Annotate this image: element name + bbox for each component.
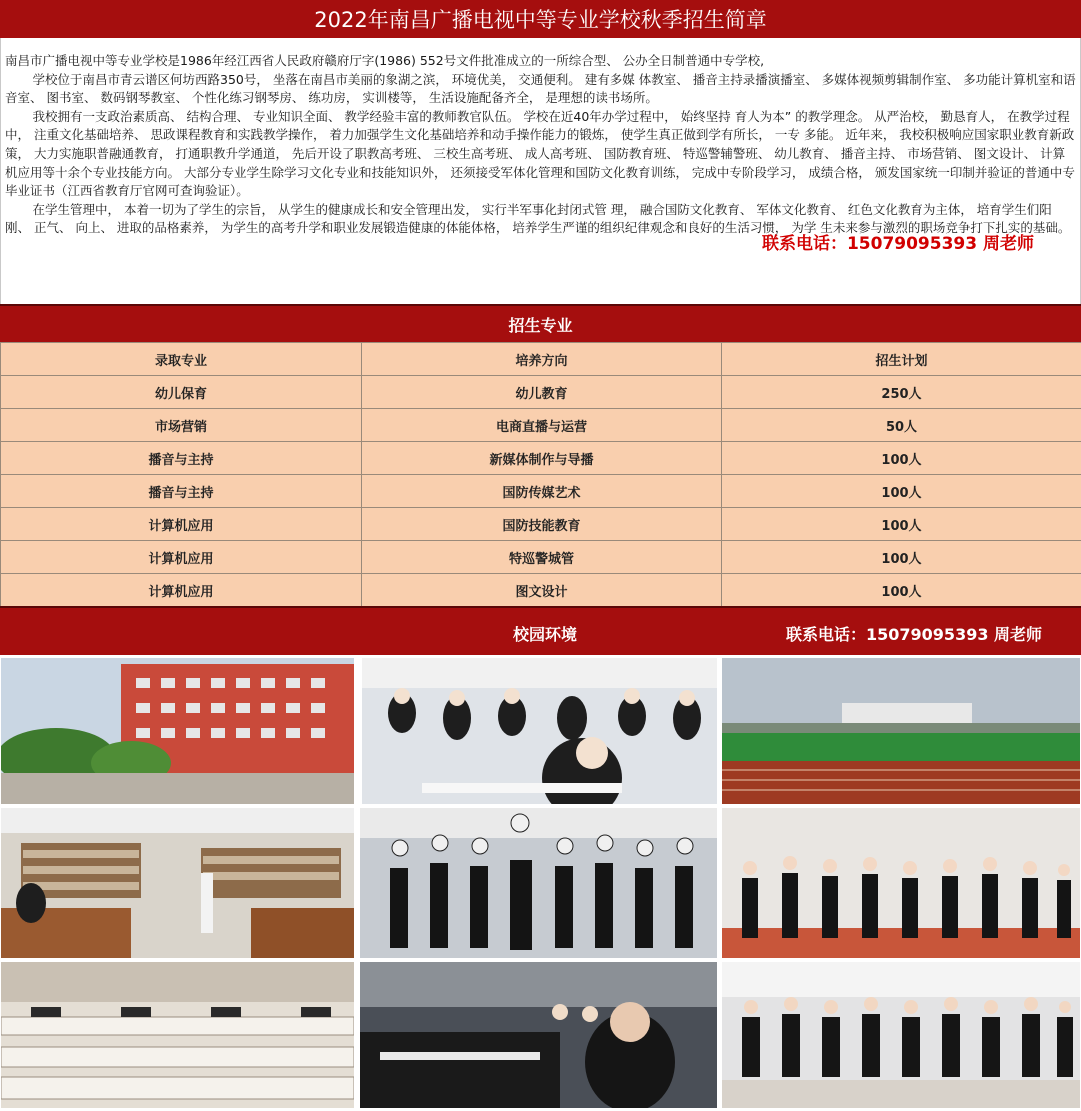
intro-paragraph-1: 南昌市广播电视中等专业学校是1986年经江西省人民政府赣府厅字(1986) 552号文件批准成立的一所综合型、 公办全日制普通中专学校, <box>5 53 765 68</box>
intro-paragraph-4 <box>5 201 1076 254</box>
table-row <box>1 574 1081 607</box>
table-cell: 播音与主持 <box>1 475 362 508</box>
ballet-group-photo <box>722 962 1080 1108</box>
table-cell: 新媒体制作与导播 <box>362 442 722 475</box>
contact-phone: 联系电话：15079095393 周老师 <box>761 233 1034 254</box>
campus-contact-phone: 联系电话：15079095393 周老师 <box>786 625 1043 644</box>
table-cell: 计算机应用 <box>1 541 362 574</box>
table-cell: 计算机应用 <box>1 574 362 607</box>
table-cell: 播音与主持 <box>1 442 362 475</box>
dance-studio-photo <box>722 808 1080 958</box>
table-row <box>1 376 1081 409</box>
table-row <box>1 442 1081 475</box>
table-cell: 100人 <box>722 442 1081 475</box>
table-header-row <box>1 343 1081 376</box>
table-row <box>1 409 1081 442</box>
table-row <box>1 541 1081 574</box>
table-cell: 电商直播与运营 <box>362 409 722 442</box>
table-cell: 100人 <box>722 574 1081 607</box>
table-cell: 100人 <box>722 541 1081 574</box>
table-cell: 100人 <box>722 508 1081 541</box>
table-cell: 50人 <box>722 409 1081 442</box>
table-cell: 图文设计 <box>362 574 722 607</box>
campus-building-photo <box>1 658 354 804</box>
sports-field-photo <box>722 658 1080 804</box>
page-title-bar <box>0 0 1081 38</box>
intro-section <box>0 38 1081 304</box>
computer-lab-photo <box>1 962 354 1108</box>
intro-paragraph-2: 学校位于南昌市青云谱区何坊西路350号， 坐落在南昌市美丽的象湖之滨， 环境优美， 交通便利。 建有多媒 体教室、 播音主持录播演播室、 多媒体视频剪辑制作室、 多功能计算机室和语音室、 图书室、 数码钢琴教室、 个性化练习钢琴房、 练功房， 实训楼等， 生活设施配备齐全， 是理想的读书场所。 <box>5 71 1076 106</box>
table-row <box>1 508 1081 541</box>
page-title: 2022年南昌广播电视中等专业学校秋季招生简章 <box>314 8 767 32</box>
campus-section-bar <box>0 606 1081 655</box>
piano-practice-photo <box>360 962 717 1108</box>
table-cell: 国防传媒艺术 <box>362 475 722 508</box>
campus-section-title: 校园环境 <box>513 625 578 644</box>
table-cell: 幼儿保育 <box>1 376 362 409</box>
intro-paragraph-4-text: 在学生管理中， 本着一切为了学生的宗旨， 从学生的健康成长和安全管理出发， 实行半军事化封闭式管 理， 融合国防文化教育、 军体文化教育、 红色文化教育为主体， 培育学生们阳刚、 正气、 向上、 进取的品格素养， 为学生的高考升学和职业发展锻造健康的体能体格， 培养学生严谨的组织纪律观念和良好的生活习惯， 为学 生未来参与激烈的职场竞争打下扎实的基础。 <box>5 201 1071 236</box>
majors-table <box>0 342 1081 607</box>
table-cell: 幼儿教育 <box>362 376 722 409</box>
table-header-cell: 培养方向 <box>362 343 722 376</box>
table-cell: 100人 <box>722 475 1081 508</box>
table-row <box>1 475 1081 508</box>
intro-paragraph-3: 我校拥有一支政治素质高、 结构合理、 专业知识全面、 教学经验丰富的教师教官队伍。 学校在近40年办学过程中， 始终坚持 育人为本” 的教学理念。 从严治校， 勤恳育人， 在教学过程中， 注重文化基础培养、 思政课程教育和实践教学操作， 着力加强学生文化基础培养和动手操作能力的锻炼， 使学生真正做到学有所长， 一专 多能。 近年来， 我校积极响应国家职业教育新政策， 大力实施职普融通教育， 打通职教升学通道， 先后开设了职教高考班、 三校生高考班、 成人高考班、 国防教育班、 特巡警辅警班、 幼儿教育、 播音主持、 市场营销、 图文设计、 计算机应用等十余个专业技能方向。 大部分专业学生除学习文化专业和技能知识外， 还须接受军体化管理和国防文化教育训练， 完成中专阶段学习， 成绩合格， 颁发国家统一印制并验证的普通中专毕业证书（江西省教育厅官网可查询验证）。 <box>5 108 1075 199</box>
table-cell: 国防技能教育 <box>362 508 722 541</box>
table-cell: 特巡警城管 <box>362 541 722 574</box>
table-cell: 250人 <box>722 376 1081 409</box>
dance-fan-class-photo <box>360 808 717 958</box>
library-photo <box>1 808 354 958</box>
majors-section-bar <box>0 304 1081 342</box>
table-cell: 计算机应用 <box>1 508 362 541</box>
table-cell: 市场营销 <box>1 409 362 442</box>
majors-section-title: 招生专业 <box>508 315 573 335</box>
piano-classroom-photo <box>362 658 717 804</box>
table-header-cell: 录取专业 <box>1 343 362 376</box>
table-header-cell: 招生计划 <box>722 343 1081 376</box>
